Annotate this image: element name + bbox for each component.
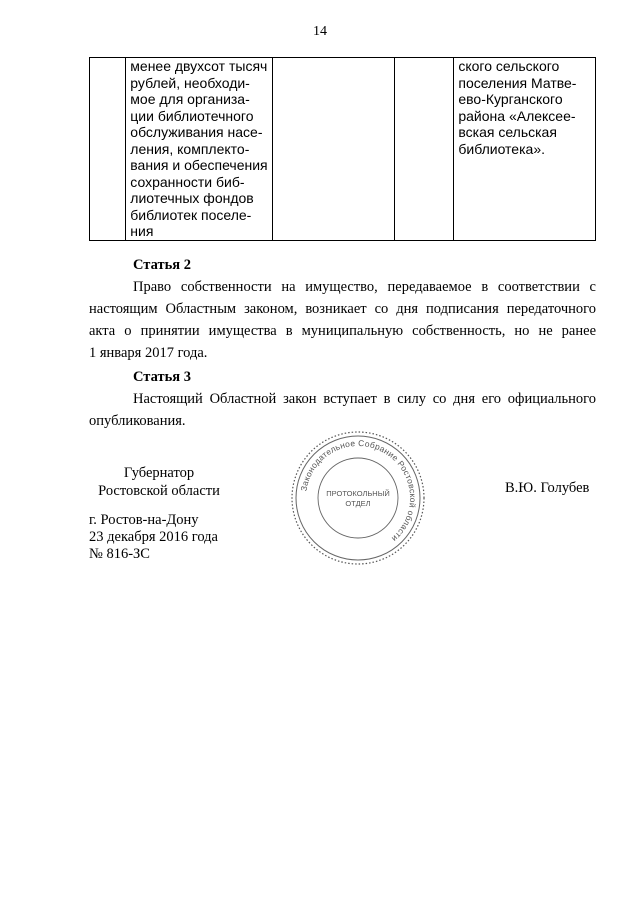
article-2 bbox=[89, 254, 596, 364]
description-line: ции библиотечного bbox=[130, 107, 254, 124]
law-number: № 816-ЗС bbox=[89, 546, 150, 562]
table-cell-empty bbox=[394, 58, 454, 241]
signatory-title bbox=[89, 464, 229, 500]
description-line: менее двухсот тысяч bbox=[130, 58, 268, 74]
recipient-line: ево-Курганского bbox=[458, 91, 563, 107]
article-3 bbox=[89, 366, 596, 432]
signatory-title-line: Губернатор bbox=[123, 465, 195, 481]
table-cell-empty bbox=[272, 58, 394, 241]
description-line: вания и обеспечения bbox=[130, 157, 268, 173]
article-2-line: настоящим Областным законом, возникает со дня подписания передаточного bbox=[89, 301, 596, 317]
description-line: обслуживания насе- bbox=[130, 124, 263, 140]
signatory-name: В.Ю. Голубев bbox=[505, 480, 590, 496]
city: г. Ростов-на-Дону bbox=[89, 512, 199, 528]
article-2-text bbox=[89, 276, 596, 364]
table-cell-recipient bbox=[454, 58, 596, 241]
description-line: рублей, необходи- bbox=[130, 74, 250, 91]
article-2-line: 1 января 2017 года. bbox=[89, 345, 208, 361]
stamp-center-line: ОТДЕЛ bbox=[345, 499, 371, 508]
description-line: сохранности биб- bbox=[130, 173, 245, 190]
description-line: ния bbox=[130, 223, 154, 239]
article-3-line: Настоящий Областной закон вступает в силу со дня его официального bbox=[133, 391, 596, 407]
recipient-line: библиотека». bbox=[458, 140, 545, 157]
description-line: лиотечных фондов bbox=[130, 190, 254, 206]
signatory-title-line: Ростовской области bbox=[98, 483, 220, 499]
article-3-heading: Статья 3 bbox=[133, 369, 191, 385]
page-number: 14 bbox=[313, 24, 327, 39]
stamp-center-line: ПРОТОКОЛЬНЫЙ bbox=[326, 489, 390, 498]
place-date-number bbox=[89, 512, 218, 563]
recipient-line: ского сельского bbox=[458, 58, 560, 74]
table-cell-description bbox=[126, 58, 272, 241]
continuation-table bbox=[89, 57, 596, 241]
recipient-line: поселения Матве- bbox=[458, 74, 577, 91]
protocol-department-stamp bbox=[290, 430, 426, 566]
recipient-line: вская сельская bbox=[458, 124, 557, 140]
article-2-line: Право собственности на имущество, передаваемое в соответствии с bbox=[133, 279, 596, 295]
article-3-line: опубликования. bbox=[89, 413, 186, 429]
description-line: мое для организа- bbox=[130, 91, 250, 107]
date: 23 декабря 2016 года bbox=[89, 529, 218, 545]
article-3-text bbox=[89, 388, 596, 432]
stamp-ring-text: Законодательное Собрание Ростовской области bbox=[298, 437, 419, 545]
table-cell-number bbox=[90, 58, 126, 241]
recipient-line: района «Алексее- bbox=[458, 107, 576, 124]
table-row bbox=[90, 58, 596, 241]
article-2-line: акта о принятии имущества в муниципальную собственность, но не ранее bbox=[89, 323, 596, 339]
article-2-heading: Статья 2 bbox=[133, 257, 191, 273]
description-line: библиотек поселе- bbox=[130, 206, 252, 223]
description-line: ления, комплекто- bbox=[130, 140, 250, 157]
